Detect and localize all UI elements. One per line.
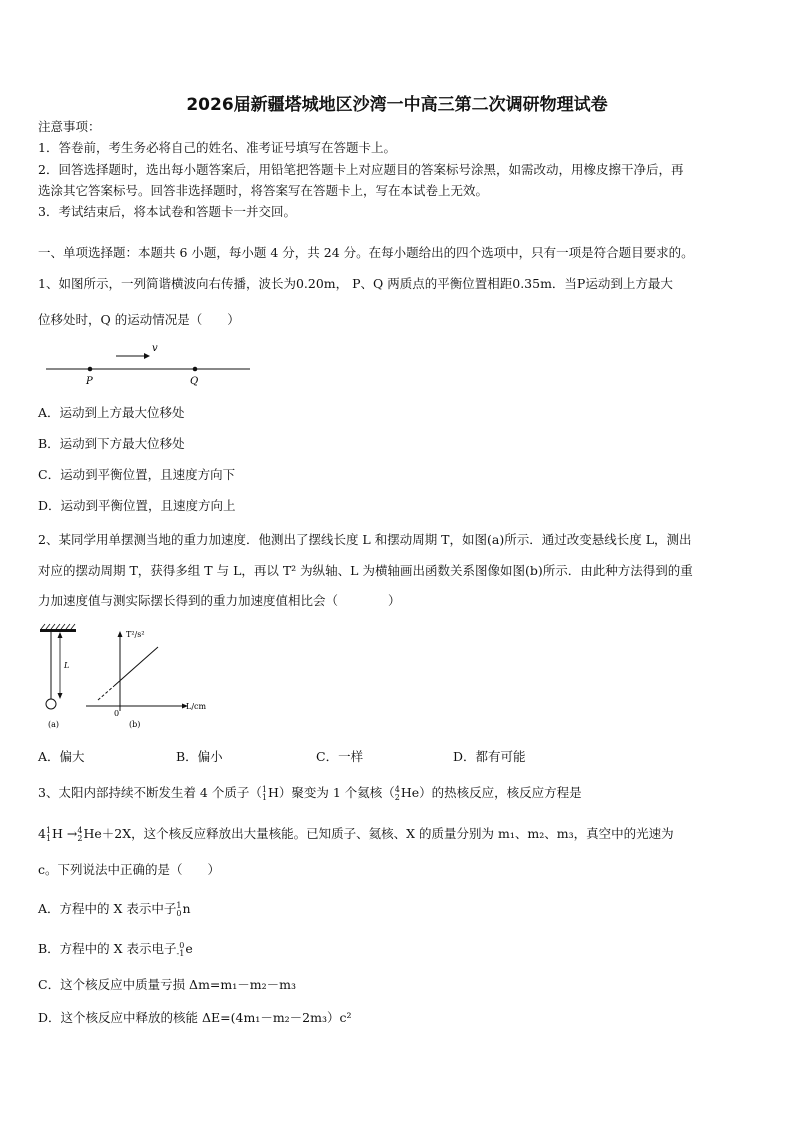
q3-neutron-indices: 1 0 [176,900,182,918]
q1-point-q [193,367,198,372]
q1-stem-line1: 1、如图所示，一列简谐横波向右传播，波长为0.20m， P、Q 两质点的平衡位置相距0.35m．当P运动到上方最大 [38,276,673,291]
q3-option-c: C．这个核反应中质量亏损 Δm=m₁－m₂－m₃ [38,977,296,992]
notice-item-1: 1．答卷前，考生务必将自己的姓名、准考证号填写在答题卡上。 [38,140,396,155]
q2-ceiling [40,629,76,632]
q2-label-a: (a) [48,720,60,729]
q2-origin-label: 0 [114,709,120,718]
q1-option-d: D．运动到平衡位置，且速度方向上 [38,498,236,513]
q2-pendulum-bob [46,699,56,709]
notice-item-3: 3．考试结束后，将本试卷和答题卡一并交回。 [38,204,296,219]
q3-equation-line: 41 1H →4 2He＋2X，这个核反应释放出大量核能。已知质子、氦核、X 的质量分别为 m₁、m₂、m₃，真空中的光速为 [38,825,674,843]
q2-stem-line1: 2、某同学用单摆测当地的重力加速度．他测出了摆线长度 L 和摆动周期 T，如图(a)所示．通过改变悬线长度 L，测出 [38,532,692,547]
q3-stem-line1: 3、太阳内部持续不断发生着 4 个质子（1 1H）聚变为 1 个氦核（4 2He）的热核反应，核反应方程是 [38,784,582,802]
q2-option-c: C．一样 [316,749,364,764]
q1-option-b: B．运动到下方最大位移处 [38,436,185,451]
section-heading: 一、单项选择题：本题共 6 小题，每小题 4 分，共 24 分。在每小题给出的四个选项中，只有一项是符合题目要求的。 [38,245,694,260]
q1-label-q: Q [190,376,199,387]
q3-option-a: A．方程中的 X 表示中子1 0n [38,900,191,918]
q3-option-d: D．这个核反应中释放的核能 ΔE=(4m₁－m₂－2m₃）c² [38,1010,352,1025]
q2-graph-line [114,647,158,686]
q3-stem-line3: c。下列说法中正确的是（ ） [38,862,221,877]
q2-y-axis-label: T²/s² [126,630,145,639]
q1-option-c: C．运动到平衡位置，且速度方向下 [38,467,236,482]
q1-label-p: P [86,376,93,387]
q2-stem-line2: 对应的摆动周期 T，获得多组 T 与 L，再以 T² 为纵轴、L 为横轴画出函数关系图像如图(b)所示．由此种方法得到的重 [38,563,693,578]
q2-label-b: (b) [129,720,141,729]
q1-wave-figure [40,340,255,390]
q2-extrapolated-line [98,686,114,700]
q2-option-b: B．偏小 [176,749,223,764]
page-title: 2026届新疆塔城地区沙湾一中高三第二次调研物理试卷 [186,95,608,115]
q3-option-b: B．方程中的 X 表示电子 0 -1e [38,940,193,958]
q2-figure [36,623,216,735]
notice-item-2-cont: 选涂其它答案标号。回答非选择题时，将答案写在答题卡上，写在本试卷上无效。 [38,183,489,198]
q2-option-a: A．偏大 [38,749,85,764]
q2-option-d: D．都有可能 [453,749,526,764]
q1-point-p [88,367,93,372]
q3-proton-nuclide-indices: 1 1 [261,784,267,802]
q1-arrow-head [144,353,150,359]
q2-ceiling-hatch [41,624,75,629]
q1-option-a: A．运动到上方最大位移处 [38,405,185,420]
q3-helium-nuclide-indices: 4 2 [394,784,400,802]
q2-x-axis-label: L/cm [186,702,207,711]
q1-stem-line2: 位移处时，Q 的运动情况是（ ） [38,312,240,327]
q3-electron-indices: 0 -1 [176,940,185,958]
q3-eq-proton-indices: 1 1 [45,825,52,843]
q1-label-v: v [152,343,158,354]
notice-heading: 注意事项： [38,119,101,134]
q2-label-l: L [64,661,70,670]
q2-stem-line3: 力加速度值与测实际摆长得到的重力加速度值相比会（ ） [38,593,401,608]
q3-eq-helium-indices: 4 2 [77,825,83,843]
notice-item-2: 2．回答选择题时，选出每小题答案后，用铅笔把答题卡上对应题目的答案标号涂黑，如需改动，用橡皮擦干净后，再 [38,162,684,177]
